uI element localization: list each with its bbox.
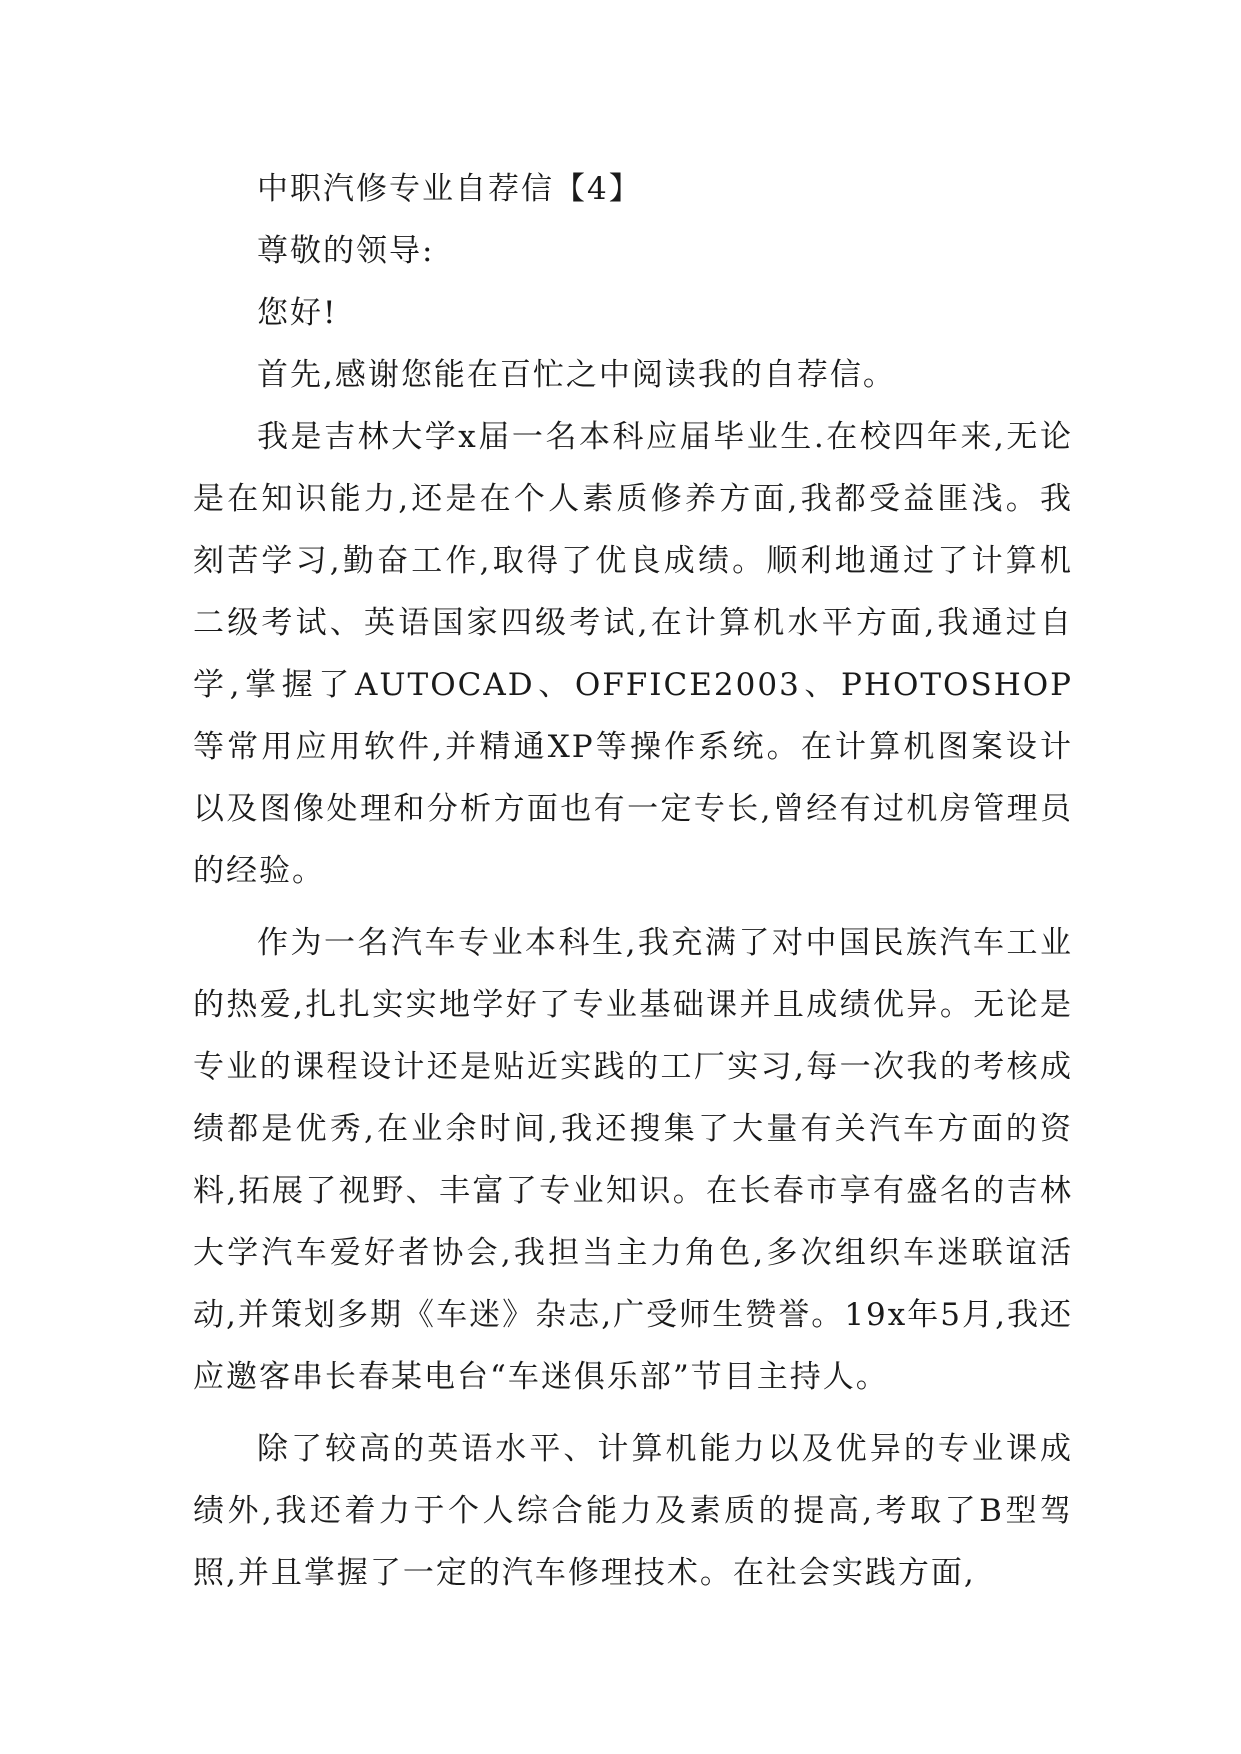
paragraph-automotive: 作为一名汽车专业本科生,我充满了对中国民族汽车工业的热爱,扎扎实实地学好了专业基础课并且成绩优异。无论是专业的课程设计还是贴近实践的工厂实习,每一次我的考核成绩都是优秀,在业余时间,我还搜集了大量有关汽车方面的资料,拓展了视野、丰富了专业知识。在长春市享有盛名的吉林大学汽车爱好者协会,我担当主力角色,多次组织车迷联谊活动,并策划多期《车迷》杂志,广受师生赞誉。19x年5月,我还应邀客串长春某电台“车迷俱乐部”节目主持人。 bbox=[193, 925, 1073, 1395]
letter-body bbox=[193, 158, 1073, 1604]
paragraph-education: 我是吉林大学x届一名本科应届毕业生.在校四年来,无论是在知识能力,还是在个人素质修养方面,我都受益匪浅。我刻苦学习,勤奋工作,取得了优良成绩。顺利地通过了计算机二级考试、英语国家四级考试,在计算机水平方面,我通过自学,掌握了AUTOCAD、OFFICE2003、PHOTOSHOP等常用应用软件,并精通XP等操作系统。在计算机图案设计以及图像处理和分析方面也有一定专长,曾经有过机房管理员的经验。 bbox=[193, 419, 1073, 889]
letter-title: 中职汽修专业自荐信【4】 bbox=[257, 171, 642, 207]
paragraph-skills: 除了较高的英语水平、计算机能力以及优异的专业课成绩外,我还着力于个人综合能力及素质的提高,考取了B型驾照,并且掌握了一定的汽车修理技术。在社会实践方面, bbox=[193, 1431, 1073, 1591]
letter-salutation: 尊敬的领导: bbox=[257, 233, 435, 269]
letter-greeting: 您好! bbox=[257, 295, 338, 331]
paragraph-intro: 首先,感谢您能在百忙之中阅读我的自荐信。 bbox=[257, 357, 896, 393]
